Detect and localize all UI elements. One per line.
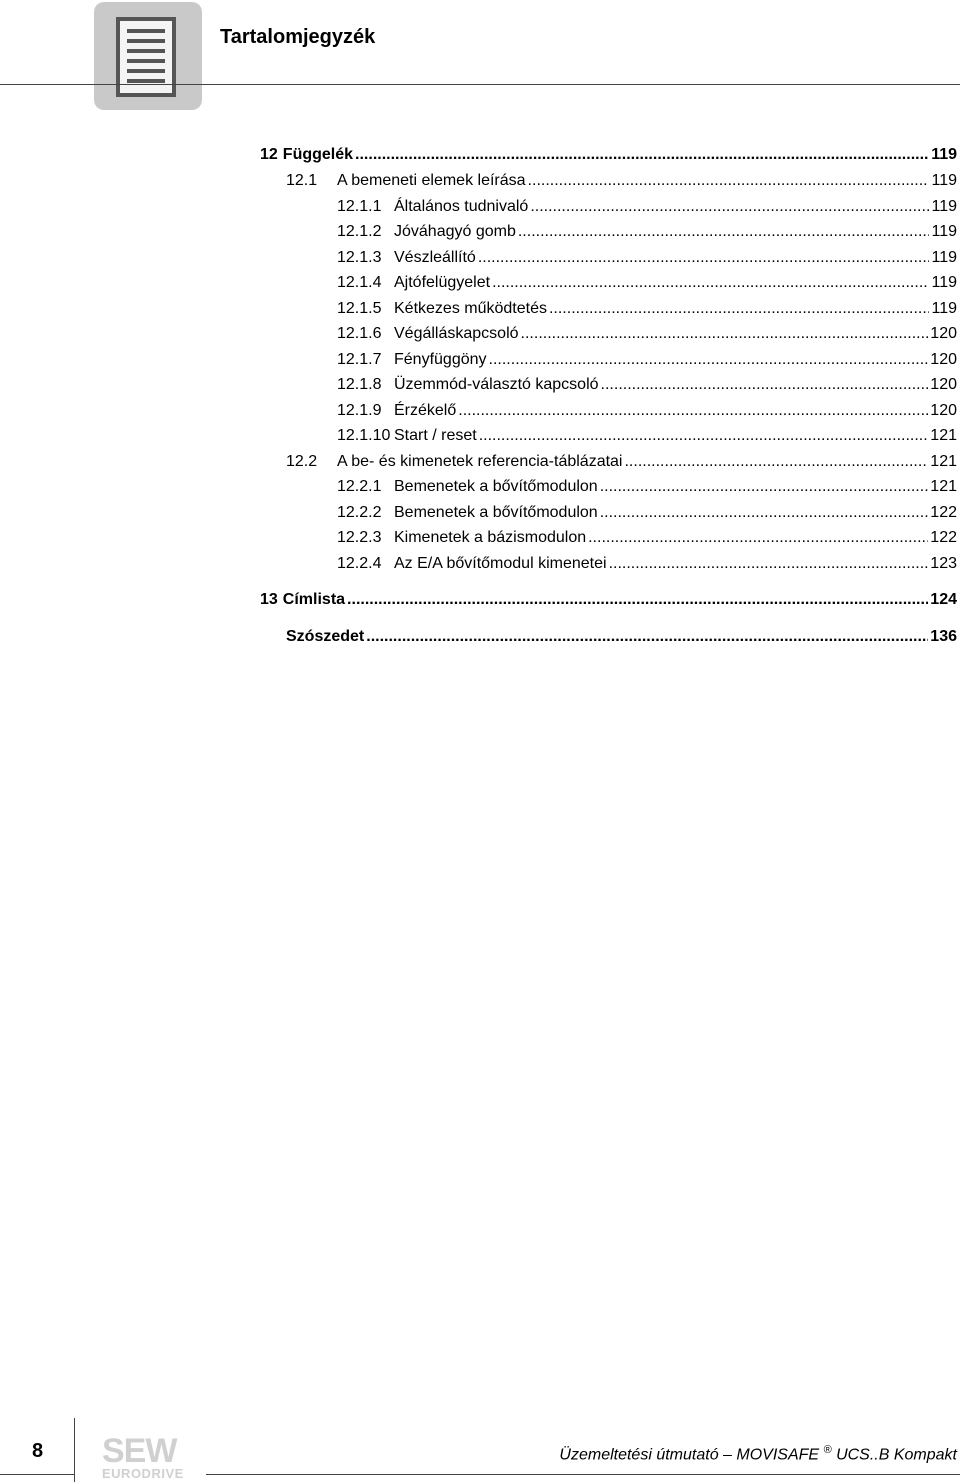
toc-entry-number: 12.1.2 (337, 223, 382, 240)
toc-entry-number: 12.2.1 (337, 478, 382, 495)
toc-entry-leader (366, 626, 928, 648)
toc-entry-page: 119 (931, 274, 957, 291)
toc-entry-number: 12.2.4 (337, 555, 382, 572)
toc-entry-number: 12 (260, 146, 278, 163)
document-title (559, 1444, 957, 1464)
toc-entry-leader (530, 196, 929, 218)
doc-title-prefix: Üzemeltetési útmutató – MOVISAFE (559, 1446, 820, 1464)
toc-entry-leader (479, 425, 929, 447)
toc-entry-number: 12.2 (286, 453, 318, 470)
toc-entry-number: 13 (260, 591, 278, 608)
header-divider (0, 84, 960, 85)
toc-entry-leader (492, 272, 929, 294)
toc-entry-page: 121 (930, 478, 957, 495)
toc-entry[interactable] (337, 349, 957, 371)
toc-entry-label: Kétkezes működtetés (394, 300, 547, 317)
toc-entry[interactable] (337, 527, 957, 549)
toc-entry-leader (521, 323, 929, 345)
toc-entry-label: A be- és kimenetek referencia-táblázatai (337, 453, 623, 470)
toc-entry-leader (458, 400, 928, 422)
toc-entry-page: 124 (930, 591, 957, 608)
toc-entry-page: 119 (931, 223, 957, 240)
toc-entry[interactable] (337, 196, 957, 218)
toc-entry-label: Érzékelő (394, 402, 457, 419)
toc-entry-number: 12.1.9 (337, 402, 382, 419)
doc-title-suffix: UCS..B Kompakt (831, 1446, 957, 1464)
toc-entry-leader (600, 476, 929, 498)
toc-entry-page: 119 (931, 146, 957, 163)
toc-entry[interactable] (337, 400, 957, 422)
toc-entry-page: 136 (930, 628, 957, 645)
toc-entry-label: Végálláskapcsoló (394, 325, 519, 342)
toc-entry-page: 120 (930, 376, 957, 393)
toc-entry[interactable] (337, 476, 957, 498)
toc-entry-page: 119 (931, 198, 957, 215)
toc-entry-label: Fényfüggöny (394, 351, 487, 368)
toc-entry-label: Üzemmód-választó kapcsoló (394, 376, 599, 393)
svg-text:SEW: SEW (102, 1432, 177, 1470)
page-title: Tartalomjegyzék (220, 26, 376, 48)
toc-entry[interactable] (337, 502, 957, 524)
footer-divider-right (206, 1474, 960, 1475)
toc-entry[interactable] (337, 272, 957, 294)
footer-divider-vertical (74, 1418, 75, 1482)
toc-entry[interactable] (260, 144, 957, 166)
toc-entry-number: 12.1.8 (337, 376, 382, 393)
toc-entry[interactable] (337, 221, 957, 243)
toc-entry-leader (347, 589, 928, 611)
toc-entry-page: 121 (930, 453, 957, 470)
sew-eurodrive-logo (100, 1432, 206, 1480)
toc-entry-label: Függelék (282, 146, 354, 163)
toc-entry-label: Start / reset (394, 427, 477, 444)
toc-entry-leader (624, 451, 928, 473)
toc-entry-label: Ajtófelügyelet (394, 274, 491, 291)
toc-entry-number: 12.2.3 (337, 529, 382, 546)
toc-entry-page: 120 (930, 402, 957, 419)
footer-divider-left (0, 1474, 74, 1475)
toc-entry-page: 119 (931, 300, 957, 317)
toc-entry-leader (588, 527, 928, 549)
toc-entry[interactable] (337, 298, 957, 320)
toc-entry-leader (489, 349, 929, 371)
toc-entry-number: 12.1.1 (337, 198, 382, 215)
toc-entry-leader (600, 502, 929, 524)
toc-entry-label: Jóváhagyó gomb (394, 223, 516, 240)
toc-entry-page: 119 (931, 172, 957, 189)
toc-entry-page: 119 (931, 249, 957, 266)
toc-entry-page: 122 (930, 504, 957, 521)
toc-entry-number: 12.1.3 (337, 249, 382, 266)
toc-entry-label: Az E/A bővítőmodul kimenetei (394, 555, 607, 572)
toc-entry-number: 12.1.7 (337, 351, 382, 368)
toc-entry-label: Szószedet (286, 628, 365, 645)
toc-entry-label: Kimenetek a bázismodulon (394, 529, 587, 546)
toc-entry-leader (355, 144, 929, 166)
toc-entry-number: 12.1 (286, 172, 318, 189)
toc-entry[interactable] (260, 589, 957, 611)
toc-entry-leader (601, 374, 929, 396)
toc-entry[interactable] (337, 553, 957, 575)
toc-entry[interactable] (286, 170, 957, 192)
toc-entry[interactable] (337, 247, 957, 269)
toc-entry-leader (609, 553, 929, 575)
toc-entry-label: Bemenetek a bővítőmodulon (394, 478, 598, 495)
toc-entry-leader (518, 221, 930, 243)
toc-entry-number: 12.2.2 (337, 504, 382, 521)
toc-entry-page: 123 (930, 555, 957, 572)
toc-entry-leader (528, 170, 930, 192)
toc-entry[interactable] (337, 374, 957, 396)
toc-entry-number: 12.1.4 (337, 274, 382, 291)
toc-entry-label: A bemeneti elemek leírása (337, 172, 526, 189)
svg-text:EURODRIVE: EURODRIVE (102, 1466, 184, 1480)
toc-entry-page: 121 (930, 427, 957, 444)
toc-entry-number: 12.1.6 (337, 325, 382, 342)
toc-entry-page: 122 (930, 529, 957, 546)
header-icon-box (94, 2, 202, 110)
toc-entry-leader (478, 247, 930, 269)
toc-entry-page: 120 (930, 325, 957, 342)
toc-entry-number: 12.1.10 (337, 427, 391, 444)
toc-entry[interactable] (286, 451, 957, 473)
toc-entry[interactable] (337, 425, 957, 447)
registered-mark: ® (823, 1444, 832, 1456)
toc-entry-label: Bemenetek a bővítőmodulon (394, 504, 598, 521)
toc-entry[interactable] (286, 626, 957, 648)
toc-entry-label: Általános tudnivaló (394, 198, 529, 215)
toc-entry-label: Vészleállító (394, 249, 476, 266)
document-list-icon (116, 17, 176, 97)
toc-entry-page: 120 (930, 351, 957, 368)
toc-entry-label: Címlista (282, 591, 346, 608)
toc-entry-leader (549, 298, 930, 320)
page-number: 8 (32, 1440, 44, 1462)
toc-entry[interactable] (337, 323, 957, 345)
toc-entry-number: 12.1.5 (337, 300, 382, 317)
